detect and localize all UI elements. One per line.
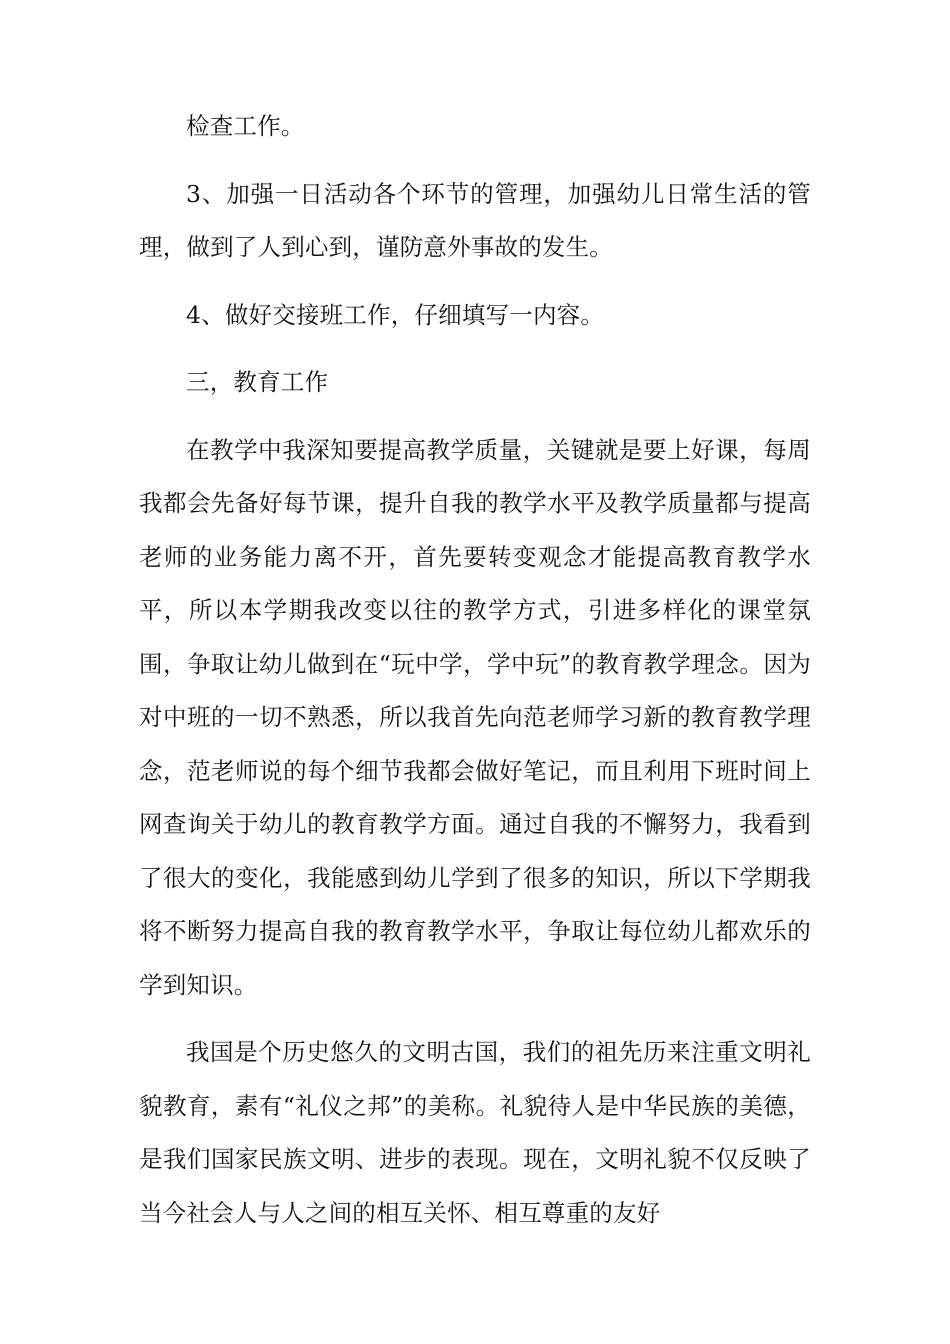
paragraph-check-work: 检查工作。	[186, 112, 305, 140]
document-body	[139, 100, 811, 1240]
paragraph-teaching: 在教学中我深知要提高教学质量，关键就是要上好课，每周我都会先备好每节课，提升自我的教学水平及教学质量都与提高老师的业务能力离不开，首先要转变观念才能提高教育教学水平，所以本学期我改变以往的教学方式，引进多样化的课堂氛围，争取让幼儿做到在“玩中学，学中玩”的教育教学理念。因为对中班的一切不熟悉，所以我首先向范老师学习新的教育教学理念，范老师说的每个细节我都会做好笔记，而且利用下班时间上网查询关于幼儿的教育教学方面。通过自我的不懈努力，我看到了很大的变化，我能感到幼儿学到了很多的知识，所以下学期我将不断努力提高自我的教育教学水平，争取让每位幼儿都欢乐的学到知识。	[139, 435, 811, 999]
paragraph-item-4: 4、做好交接班工作，仔细填写一内容。	[186, 300, 605, 329]
paragraph-civility: 我国是个历史悠久的文明古国，我们的祖先历来注重文明礼貌教育，素有“礼仪之邦”的美称。礼貌待人是中华民族的美德，是我们国家民族文明、进步的表现。现在，文明礼貌不仅反映了当今社会人与人之间的相互关怀、相互尊重的友好	[139, 1038, 811, 1227]
section-heading-education: 三，教育工作	[186, 368, 329, 396]
paragraph-item-3: 3、加强一日活动各个环节的管理，加强幼儿日常生活的管理，做到了人到心到，谨防意外事故的发生。	[139, 179, 811, 261]
